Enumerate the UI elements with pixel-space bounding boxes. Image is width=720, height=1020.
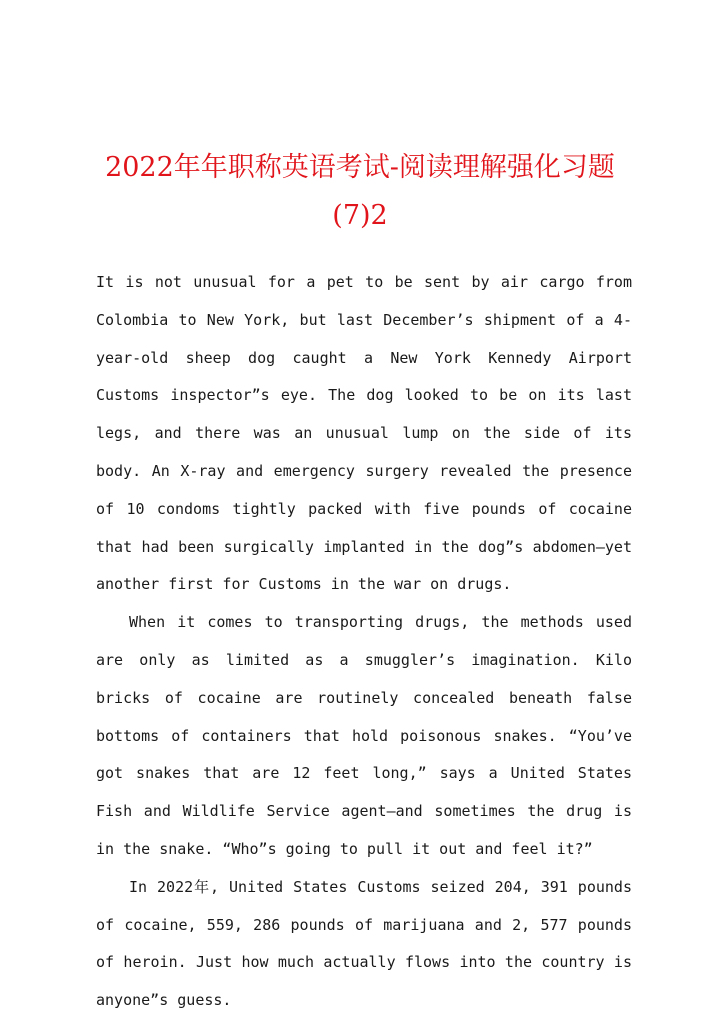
paragraph-1: It is not unusual for a pet to be sent by air cargo from Colombia to New York, but last December’s shipment of a 4-year-old sheep dog caught a New York Kennedy Airport Customs inspector”s eye. The dog looked to be on its last legs, and there was an unusual lump on the side of its body. An X-ray and emergency surgery revealed the presence of 10 condoms tightly packed with five pounds of cocaine that had been surgically implanted in the dog”s abdomen—yet another first for Customs in the war on drugs. [96, 273, 632, 594]
page-title-line-2: (7)2 [332, 200, 388, 231]
page-title-line-1: 2022年年职称英语考试-阅读理解强化习题 [105, 152, 615, 183]
article-body [96, 264, 632, 1020]
paragraph-3: In 2022年, United States Customs seized 204, 391 pounds of cocaine, 559, 286 pounds of marijuana and 2, 577 pounds of heroin. Just how much actually flows into the country is anyone”s guess. [96, 877, 632, 1010]
paragraph-2: When it comes to transporting drugs, the methods used are only as limited as a smuggler’s imagination. Kilo bricks of cocaine are routinely concealed beneath false bottoms of containers that hold poisonous snakes. “You’ve got snakes that are 12 feet long,” says a United States Fish and Wildlife Service agent—and sometimes the drug is in the snake. “Who”s going to pull it out and feel it?” [96, 613, 632, 858]
